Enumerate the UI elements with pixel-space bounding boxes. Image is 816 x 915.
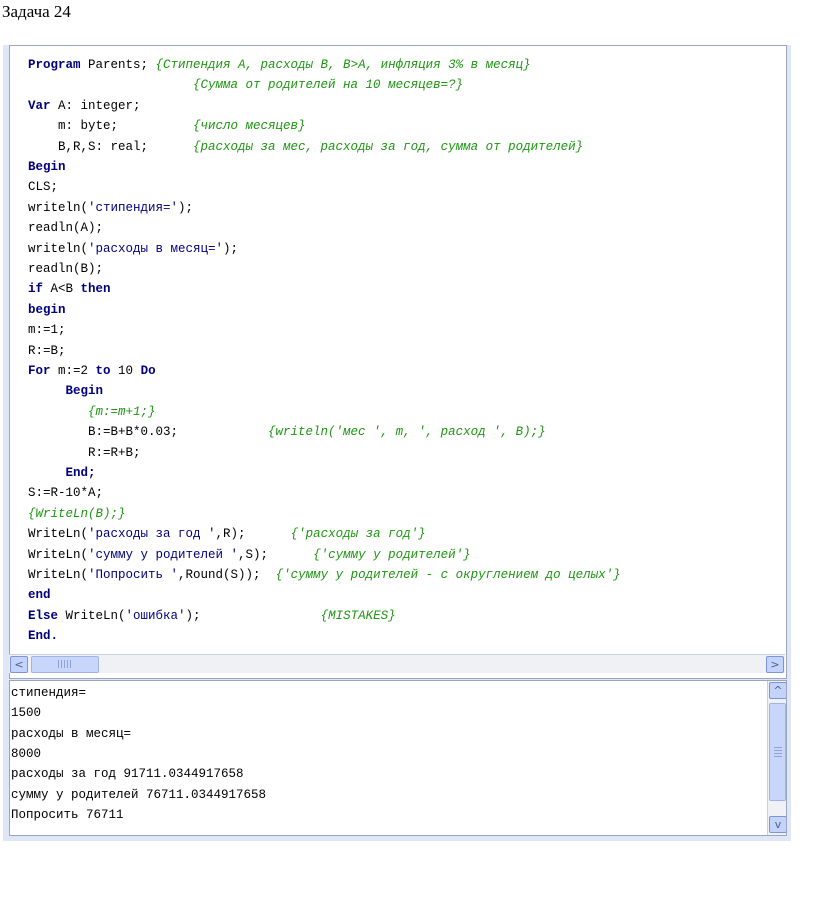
code-line xyxy=(28,463,96,483)
code-keyword: then xyxy=(80,282,111,297)
code-text: writeln( xyxy=(28,200,89,215)
code-text: WriteLn( xyxy=(58,608,126,623)
code-keyword: End; xyxy=(65,466,96,480)
ide-window xyxy=(3,45,791,841)
chevron-right-icon: > xyxy=(770,658,780,671)
code-keyword: Else xyxy=(28,608,59,623)
code-line xyxy=(28,341,66,361)
code-line xyxy=(28,626,58,646)
code-line xyxy=(28,361,156,381)
code-text: writeln( xyxy=(28,241,89,256)
code-keyword: Do xyxy=(140,364,156,378)
code-text: 10 xyxy=(110,364,141,378)
code-text: B,R,S: real; xyxy=(28,139,194,154)
code-comment: {'сумму у родителей - с округлением до целых'} xyxy=(275,568,621,582)
output-line: 8000 xyxy=(11,746,42,761)
code-keyword: if xyxy=(28,282,44,297)
code-line xyxy=(28,524,426,544)
code-line xyxy=(28,565,621,585)
output-line: сумму у родителей 76711.0344917658 xyxy=(11,787,267,802)
code-keyword: Begin xyxy=(65,384,104,399)
scroll-right-button[interactable] xyxy=(766,656,784,673)
horizontal-scroll-thumb[interactable] xyxy=(31,656,99,673)
code-keyword: End. xyxy=(28,629,59,644)
code-line xyxy=(28,381,103,401)
code-text: R:=B; xyxy=(28,343,66,358)
code-text: m: byte; xyxy=(28,119,194,134)
code-keyword: Var xyxy=(28,98,51,113)
code-line xyxy=(28,279,111,299)
code-line xyxy=(28,504,126,524)
vertical-scrollbar[interactable] xyxy=(767,681,786,835)
code-line xyxy=(28,483,103,503)
code-keyword: Begin xyxy=(28,160,66,174)
code-line xyxy=(28,157,66,177)
code-text: B:=B+B*0.03; xyxy=(28,425,269,440)
code-text: readln(B); xyxy=(28,262,104,276)
code-line xyxy=(28,75,463,95)
code-text: WriteLn( xyxy=(28,527,89,542)
code-text: S:=R-10*A; xyxy=(28,486,104,501)
code-comment: {Стипендия А, расходы В, B>A, инфляция 3% в месяц} xyxy=(155,58,531,72)
code-keyword: to xyxy=(95,364,111,378)
code-comment: {writeln('мес ', m, ', расход ', B);} xyxy=(268,425,546,440)
scroll-left-button[interactable] xyxy=(10,656,28,673)
code-text: ); xyxy=(185,608,321,623)
code-comment: {'расходы за год'} xyxy=(290,527,426,542)
code-text: m:=2 xyxy=(50,364,96,378)
code-text xyxy=(28,466,66,480)
code-text: m:=1; xyxy=(28,323,66,338)
code-comment: {WriteLn(B);} xyxy=(28,506,126,521)
code-line xyxy=(28,137,583,157)
horizontal-scrollbar[interactable] xyxy=(9,654,785,673)
code-keyword: end xyxy=(28,588,51,603)
code-text: ,S); xyxy=(238,547,314,562)
code-line xyxy=(28,116,306,136)
code-line xyxy=(28,55,531,75)
code-comment: {число месяцев} xyxy=(193,119,306,134)
code-keyword: Program xyxy=(28,58,81,72)
code-text: ,R); xyxy=(215,527,291,542)
code-string: 'ошибка' xyxy=(125,608,186,623)
code-line xyxy=(28,96,141,116)
code-keyword: For xyxy=(28,364,51,378)
code-string: 'расходы в месяц=' xyxy=(88,241,224,256)
code-comment: {расходы за мес, расходы за год, сумма от родителей} xyxy=(193,139,584,154)
code-line xyxy=(28,545,471,565)
code-text: ,Round(S)); xyxy=(178,568,276,582)
code-comment: {m:=m+1;} xyxy=(88,404,156,419)
code-line xyxy=(28,402,156,422)
code-comment: {MISTAKES} xyxy=(320,608,396,623)
code-text xyxy=(28,405,88,419)
output-line: расходы за год 91711.0344917658 xyxy=(11,767,244,782)
output-panel[interactable] xyxy=(9,680,787,836)
output-line: расходы в месяц= xyxy=(11,726,132,741)
code-line xyxy=(28,239,238,259)
code-text: ); xyxy=(178,200,194,215)
code-line xyxy=(28,443,141,463)
code-string: 'стипендия=' xyxy=(88,200,179,215)
code-text: readln(A); xyxy=(28,221,104,236)
code-comment: {Сумма от родителей на 10 месяцев=?} xyxy=(193,78,464,93)
code-text: A: integer; xyxy=(50,98,141,113)
scroll-down-button[interactable] xyxy=(769,816,787,833)
code-string: 'сумму у родителей ' xyxy=(88,547,239,562)
output-line: стипендия= xyxy=(11,686,87,700)
code-text xyxy=(28,384,66,398)
code-text: WriteLn( xyxy=(28,547,89,562)
chevron-left-icon: < xyxy=(14,658,24,671)
code-line xyxy=(28,300,66,320)
code-string: 'Попросить ' xyxy=(88,568,179,582)
grip-icon xyxy=(58,660,72,668)
code-line xyxy=(28,320,66,340)
code-comment: {'сумму у родителей'} xyxy=(313,547,471,562)
chevron-down-icon: v xyxy=(774,818,782,831)
code-line xyxy=(28,422,546,442)
code-editor[interactable] xyxy=(9,45,787,679)
code-line xyxy=(28,585,51,605)
code-text: R:=R+B; xyxy=(28,445,141,460)
grip-icon xyxy=(774,747,782,757)
vertical-scroll-thumb[interactable] xyxy=(769,703,786,801)
code-text: A<B xyxy=(43,282,81,297)
code-text xyxy=(28,78,193,92)
code-text: CLS; xyxy=(28,180,59,195)
code-keyword: begin xyxy=(28,302,66,317)
code-line xyxy=(28,198,193,218)
code-text: WriteLn( xyxy=(28,568,89,582)
code-text: Parents; xyxy=(80,58,156,72)
code-line xyxy=(28,259,103,279)
code-line xyxy=(28,177,58,197)
code-text: ); xyxy=(223,241,239,256)
chevron-up-icon: ^ xyxy=(773,684,783,697)
scroll-up-button[interactable] xyxy=(769,682,787,699)
code-string: 'расходы за год ' xyxy=(88,527,216,542)
output-line: Попросить 76711 xyxy=(11,807,124,822)
task-heading: Задача 24 xyxy=(2,2,71,21)
code-line xyxy=(28,218,103,238)
output-line: 1500 xyxy=(11,706,42,721)
code-line xyxy=(28,606,396,626)
